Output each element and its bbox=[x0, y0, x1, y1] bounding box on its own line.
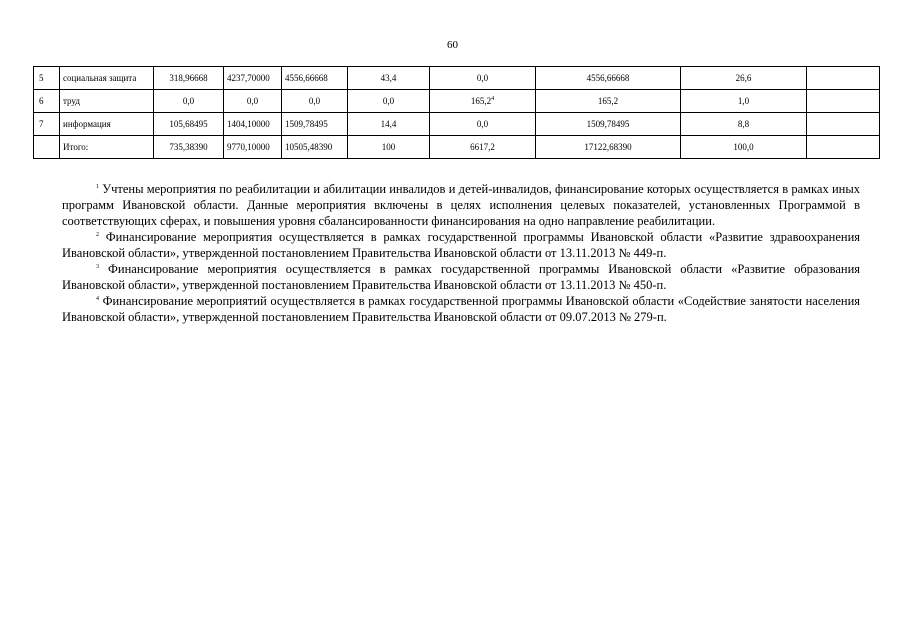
footnotes bbox=[62, 181, 860, 325]
row-index: 5 bbox=[34, 67, 60, 90]
cell-value: 0,0 bbox=[348, 90, 430, 113]
footnote-text: Финансирование мероприятия осуществляется в рамках государственной программы Ивановской области «Развитие здравоохранения Ивановской области», утвержденной постановлением Правительства Ивановской области от 13.11.2013 № 449-п. bbox=[62, 230, 861, 260]
cell-value: 4556,66668 bbox=[536, 67, 681, 90]
cell-value: 100 bbox=[348, 136, 430, 159]
footnote-4 bbox=[62, 293, 860, 325]
cell-value: 0,0 bbox=[154, 90, 224, 113]
row-name: труд bbox=[60, 90, 154, 113]
cell-value bbox=[430, 67, 536, 90]
table-row bbox=[34, 113, 880, 136]
row-index bbox=[34, 136, 60, 159]
cell-value: 9770,10000 bbox=[224, 136, 282, 159]
cell-value: 4237,70000 bbox=[224, 67, 282, 90]
cell-value bbox=[430, 90, 536, 113]
cell-empty bbox=[807, 90, 880, 113]
footnote-text: Учтены мероприятия по реабилитации и абилитации инвалидов и детей-инвалидов, финансирование которых осуществляется в рамках иных программ Ивановской области. Данные мероприятия включены в целях исполнения целевых показателей, установленных Программой в соответствующих сферах, и повышения уровня сбалансированности финансирования на одно направление реабилитации. bbox=[62, 182, 860, 228]
footnote-1 bbox=[62, 181, 860, 229]
cell-value: 735,38390 bbox=[154, 136, 224, 159]
cell-value bbox=[430, 113, 536, 136]
cell-value: 43,4 bbox=[348, 67, 430, 90]
cell-value-text: 0,0 bbox=[476, 72, 489, 83]
cell-value: 14,4 bbox=[348, 113, 430, 136]
row-index: 6 bbox=[34, 90, 60, 113]
table-row bbox=[34, 67, 880, 90]
footnote-3 bbox=[62, 261, 860, 293]
cell-value: 1,0 bbox=[681, 90, 807, 113]
cell-value: 0,0 bbox=[282, 90, 348, 113]
footnote-text: Финансирование мероприятий осуществляется в рамках государственной программы Ивановской области «Содействие занятости населения Ивановской области», утвержденной постановлением Правительства Ивановской области от 09.07.2013 № 279-п. bbox=[62, 294, 861, 324]
table-row bbox=[34, 90, 880, 113]
row-name: информация bbox=[60, 113, 154, 136]
cell-value-text: 165,2 bbox=[470, 95, 492, 106]
cell-value: 10505,48390 bbox=[282, 136, 348, 159]
row-name: социальная защита bbox=[60, 67, 154, 90]
budget-table bbox=[33, 66, 880, 159]
footnote-mark: 4 bbox=[96, 295, 99, 302]
row-index: 7 bbox=[34, 113, 60, 136]
cell-value: 165,2 bbox=[536, 90, 681, 113]
cell-value: 105,68495 bbox=[154, 113, 224, 136]
page-number: 60 bbox=[447, 39, 458, 51]
cell-value: 4556,66668 bbox=[282, 67, 348, 90]
footnote-mark: 1 bbox=[96, 183, 99, 190]
cell-value: 17122,68390 bbox=[536, 136, 681, 159]
cell-value: 8,8 bbox=[681, 113, 807, 136]
footnote-text: Финансирование мероприятия осуществляется в рамках государственной программы Ивановской области «Развитие образования Ивановской области», утвержденной постановлением Правительства Ивановской области от 13.11.2013 № 450-п. bbox=[62, 262, 861, 292]
cell-value-text: 6617,2 bbox=[470, 141, 495, 152]
footnote-2 bbox=[62, 229, 860, 261]
footnote-mark: 2 bbox=[96, 231, 99, 238]
cell-value: 318,96668 bbox=[154, 67, 224, 90]
cell-value: 100,0 bbox=[681, 136, 807, 159]
cell-value: 1404,10000 bbox=[224, 113, 282, 136]
row-name: Итого: bbox=[60, 136, 154, 159]
cell-value: 0,0 bbox=[224, 90, 282, 113]
footnote-ref: 4 bbox=[491, 95, 495, 102]
cell-value: 1509,78495 bbox=[282, 113, 348, 136]
cell-empty bbox=[807, 67, 880, 90]
footnote-mark: 3 bbox=[96, 263, 99, 270]
cell-value: 1509,78495 bbox=[536, 113, 681, 136]
cell-empty bbox=[807, 136, 880, 159]
table-row-total bbox=[34, 136, 880, 159]
cell-value: 26,6 bbox=[681, 67, 807, 90]
cell-empty bbox=[807, 113, 880, 136]
cell-value bbox=[430, 136, 536, 159]
cell-value-text: 0,0 bbox=[476, 118, 489, 129]
